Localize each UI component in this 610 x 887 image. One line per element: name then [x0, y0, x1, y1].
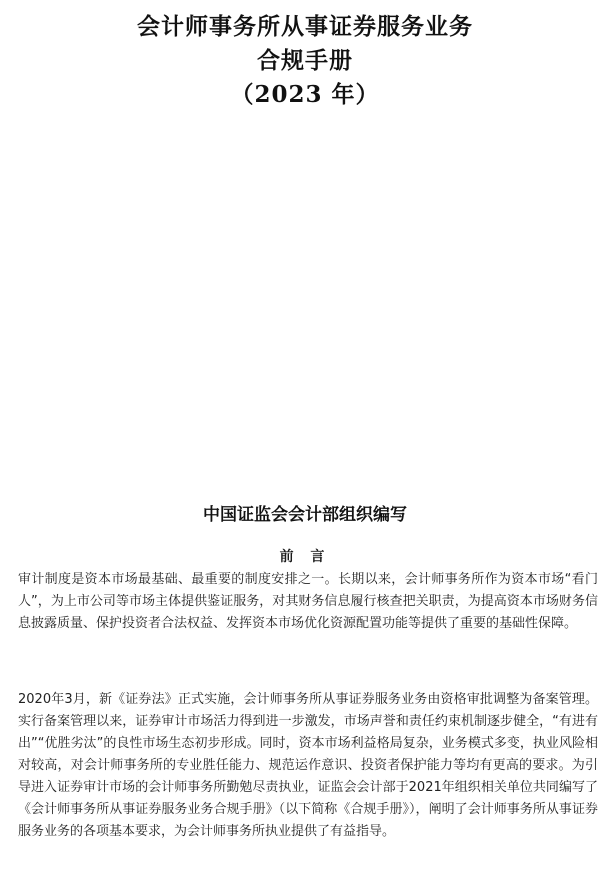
preface-paragraph-1	[18, 569, 598, 635]
preface-heading: 前 言	[279, 549, 331, 565]
organizer-line: 中国证监会会计部组织编写	[203, 505, 407, 525]
paragraph-text: 2020年3月，新《证券法》正式实施，会计师事务所从事证券服务业务由资格审批调整为备案管理。实行备案管理以来，证券审计市场活力得到进一步激发，市场声誉和责任约束机制逐步健全，“有进有出”“优胜劣汰”的良性市场生态初步形成。同时，资本市场利益格局复杂，业务模式多变，执业风险相对较高，对会计师事务所的专业胜任能力、规范运作意识、投资者保护能力等均有更高的要求。为引导进入证券审计市场的会计师事务所勤勉尽责执业，证监会会计部于2021年组织相关单位共同编写了《会计师事务所从事证券服务业务合规手册》（以下简称《合规手册》），阐明了会计师事务所从事证券服务业务的各项基本要求，为会计师事务所执业提供了有益指导。	[18, 692, 598, 839]
preface-paragraph-2	[18, 689, 598, 843]
paragraph-text: 审计制度是资本市场最基础、最重要的制度安排之一。长期以来，会计师事务所作为资本市场“看门人”，为上市公司等市场主体提供鉴证服务，对其财务信息履行核查把关职责，为提高资本市场财务信息披露质量、保护投资者合法权益、发挥资本市场优化资源配置功能等提供了重要的基础性保障。	[18, 572, 598, 631]
document-title	[0, 10, 610, 112]
title-line-2: 合规手册	[257, 47, 353, 74]
title-line-1: 会计师事务所从事证券服务业务	[137, 13, 473, 40]
title-line-3: （2023 年）	[230, 81, 380, 108]
